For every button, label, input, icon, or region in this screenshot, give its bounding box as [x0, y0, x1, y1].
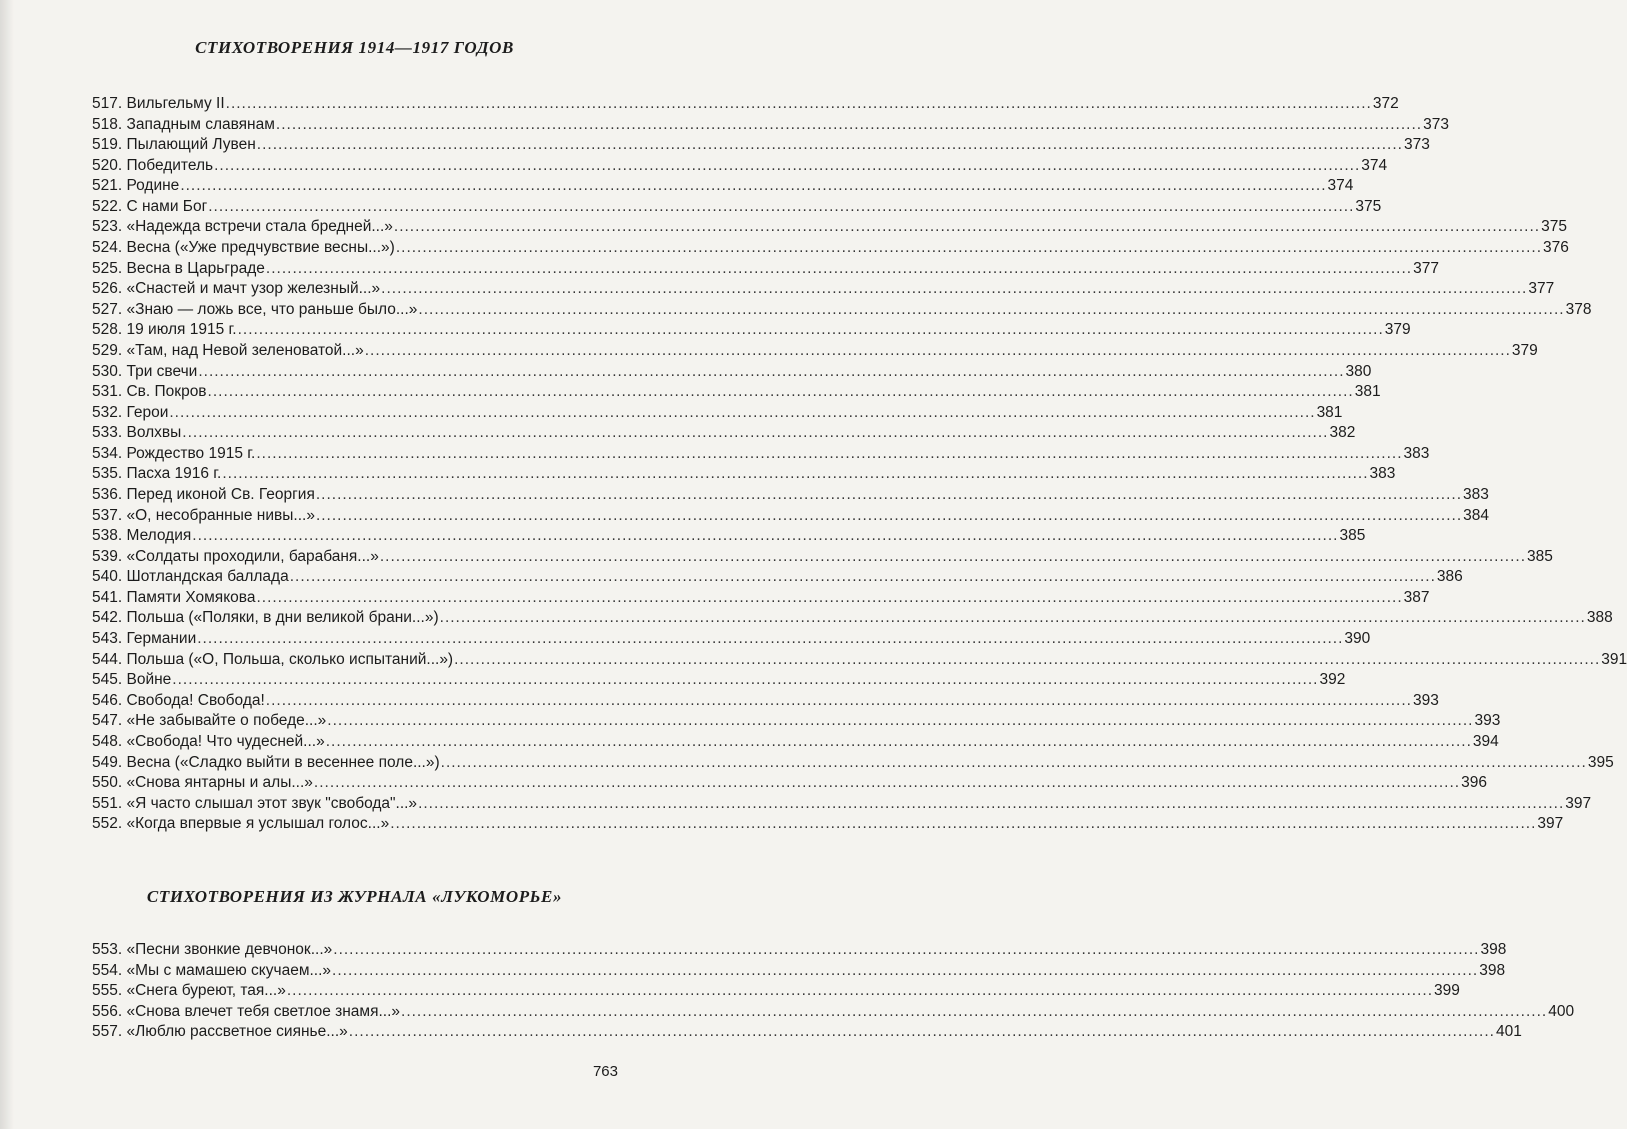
- entry-title: Родине: [126, 177, 180, 195]
- entry-page-number: 393: [1474, 712, 1501, 730]
- entry-page-number: 395: [1587, 753, 1614, 771]
- toc-entry: [92, 547, 1553, 568]
- toc-entry: [92, 1002, 1575, 1023]
- entry-number: 530.: [92, 362, 123, 380]
- entry-number: 523.: [92, 218, 123, 236]
- dot-leader: [169, 403, 1315, 424]
- toc-entry: [92, 135, 1430, 156]
- dot-leader: [418, 300, 1564, 321]
- entry-title: «Снова янтарны и алы...»: [126, 774, 313, 792]
- entry-page-number: 394: [1472, 732, 1499, 750]
- entry-title: Весна в Царьграде: [126, 259, 265, 277]
- entry-title: «Когда впервые я услышал голос...»: [126, 815, 390, 833]
- entry-number: 522.: [92, 197, 123, 215]
- dot-leader: [396, 238, 1542, 259]
- toc-entry: [92, 794, 1592, 815]
- entry-page-number: 377: [1413, 259, 1439, 277]
- toc-entry: [92, 608, 1613, 629]
- entry-number: 551.: [92, 794, 123, 812]
- dot-leader: [266, 259, 1412, 280]
- entry-title: Рождество 1915 г.: [126, 444, 256, 462]
- entry-page-number: 379: [1511, 341, 1538, 359]
- entry-number: 528.: [92, 321, 123, 339]
- entry-page-number: 386: [1436, 568, 1463, 586]
- entry-number: 550.: [92, 774, 123, 792]
- entry-title: «Там, над Невой зеленоватой...»: [126, 341, 364, 359]
- dot-leader: [333, 940, 1479, 961]
- entry-number: 532.: [92, 403, 123, 421]
- dot-leader: [238, 320, 1384, 341]
- entry-number: 535.: [92, 465, 123, 483]
- dot-leader: [418, 794, 1564, 815]
- entry-number: 543.: [92, 630, 123, 648]
- toc-entry: [92, 629, 1371, 650]
- entry-page-number: 373: [1423, 115, 1449, 133]
- entry-title: Весна («Сладко выйти в весеннее поле...»): [126, 753, 440, 771]
- entry-number: 529.: [92, 341, 123, 359]
- entry-number: 524.: [92, 239, 123, 257]
- entry-title: «Снега буреют, тая...»: [126, 982, 286, 1000]
- toc-entry: [92, 814, 1564, 835]
- entry-number: 539.: [92, 547, 123, 565]
- entry-title: «Снастей и мачт узор железный...»: [126, 280, 381, 298]
- entry-page-number: 378: [1565, 300, 1592, 318]
- entry-title: Пасха 1916 г.: [126, 465, 222, 483]
- toc-entry: [92, 403, 1343, 424]
- dot-leader: [454, 650, 1600, 671]
- dot-leader: [208, 382, 1354, 403]
- dot-leader: [222, 464, 1368, 485]
- entry-page-number: 376: [1543, 239, 1569, 257]
- dot-leader: [172, 670, 1318, 691]
- dot-leader: [192, 526, 1338, 547]
- entry-title: Западным славянам: [126, 115, 275, 133]
- dot-leader: [327, 711, 1473, 732]
- dot-leader: [394, 217, 1540, 238]
- entry-page-number: 399: [1434, 982, 1460, 1000]
- dot-leader: [349, 1022, 1495, 1043]
- entry-number: 517.: [92, 95, 123, 112]
- toc-entry: [92, 176, 1354, 197]
- toc-entry: [92, 961, 1506, 982]
- entry-number: 541.: [92, 588, 123, 606]
- dot-leader: [316, 485, 1462, 506]
- entry-title: Шотландская баллада: [126, 568, 289, 586]
- dot-leader: [257, 135, 1403, 156]
- dot-leader: [365, 341, 1511, 362]
- toc-entry: [92, 423, 1356, 444]
- dot-leader: [180, 176, 1326, 197]
- toc-list-1914-1917: [92, 94, 1627, 835]
- entry-number: 545.: [92, 671, 123, 689]
- entry-number: 518.: [92, 115, 123, 133]
- dot-leader: [316, 506, 1462, 527]
- entry-title: «Я часто слышал этот звук "свобода"...»: [126, 794, 418, 812]
- toc-entry: [92, 197, 1382, 218]
- toc-entry: [92, 444, 1430, 465]
- entry-number: 534.: [92, 444, 123, 462]
- entry-number: 553.: [92, 941, 123, 958]
- entry-page-number: 383: [1369, 465, 1396, 483]
- entry-title: «Песни звонкие девчонок...»: [126, 941, 333, 958]
- dot-leader: [256, 588, 1402, 609]
- page-edge-shadow: [0, 0, 14, 1129]
- entry-number: 519.: [92, 136, 123, 154]
- entry-number: 556.: [92, 1002, 123, 1020]
- entry-title: Вильгельму II: [126, 95, 225, 112]
- toc-entry: [92, 382, 1381, 403]
- toc-entry: [92, 650, 1627, 671]
- toc-entry: [92, 300, 1592, 321]
- entry-title: «Свобода! Что чудесней...»: [126, 732, 325, 750]
- dot-leader: [380, 547, 1526, 568]
- toc-entry: [92, 238, 1569, 259]
- entry-number: 548.: [92, 732, 123, 750]
- dot-leader: [326, 732, 1472, 753]
- toc-list-lukomorye: [92, 940, 1575, 1043]
- entry-number: 544.: [92, 650, 123, 668]
- entry-title: Победитель: [126, 156, 214, 174]
- entry-number: 537.: [92, 506, 123, 524]
- entry-title: Перед иконой Св. Георгия: [126, 485, 315, 503]
- toc-entry: [92, 464, 1396, 485]
- entry-title: Свобода! Свобода!: [126, 691, 265, 709]
- dot-leader: [214, 156, 1360, 177]
- dot-leader: [441, 753, 1587, 774]
- toc-entry: [92, 588, 1430, 609]
- dot-leader: [381, 279, 1527, 300]
- entry-number: 533.: [92, 424, 123, 442]
- entry-number: 546.: [92, 691, 123, 709]
- dot-leader: [276, 115, 1422, 136]
- section-title-lukomorye: СТИХОТВОРЕНИЯ ИЗ ЖУРНАЛА «ЛУКОМОРЬЕ»: [146, 887, 563, 906]
- dot-leader: [440, 608, 1586, 629]
- entry-page-number: 381: [1354, 383, 1381, 401]
- entry-title: «Мы с мамашею скучаем...»: [126, 961, 332, 979]
- entry-title: «Снова влечет тебя светлое знамя...»: [126, 1002, 401, 1020]
- entry-title: Св. Покров: [126, 383, 207, 401]
- toc-entry: [92, 753, 1614, 774]
- entry-title: «Люблю рассветное сиянье...»: [126, 1023, 348, 1041]
- entry-title: Польша («Поляки, в дни великой брани...»): [126, 609, 439, 627]
- entry-number: 520.: [92, 156, 123, 174]
- entry-page-number: 382: [1329, 424, 1356, 442]
- toc-entry: [92, 320, 1411, 341]
- entry-page-number: 392: [1319, 671, 1346, 689]
- entry-number: 525.: [92, 259, 123, 277]
- entry-page-number: 384: [1463, 506, 1489, 524]
- entry-number: 552.: [92, 815, 123, 833]
- entry-page-number: 396: [1461, 774, 1487, 792]
- toc-entry: [92, 526, 1366, 547]
- entry-title: Польша («О, Польша, сколько испытаний...»): [126, 650, 454, 668]
- entry-number: 538.: [92, 527, 123, 545]
- entry-title: Весна («Уже предчувствие весны...»): [126, 239, 395, 257]
- dot-leader: [208, 197, 1354, 218]
- entry-title: «Солдаты проходили, барабаня...»: [126, 547, 379, 565]
- entry-page-number: 391: [1601, 650, 1627, 668]
- dot-leader: [198, 362, 1344, 383]
- toc-entry: [92, 981, 1460, 1002]
- entry-page-number: 373: [1403, 136, 1430, 154]
- dot-leader: [182, 423, 1328, 444]
- entry-page-number: 381: [1316, 403, 1343, 421]
- entry-number: 521.: [92, 177, 123, 195]
- entry-title: 19 июля 1915 г.: [126, 321, 237, 339]
- entry-page-number: 375: [1355, 197, 1382, 215]
- entry-title: Герои: [126, 403, 169, 421]
- entry-page-number: 385: [1527, 547, 1553, 565]
- toc-entry: [92, 279, 1555, 300]
- entry-number: 542.: [92, 609, 123, 627]
- toc-entry: [92, 115, 1449, 136]
- entry-title: Войне: [126, 671, 172, 689]
- toc-entry: [92, 341, 1538, 362]
- dot-leader: [314, 773, 1460, 794]
- toc-entry: [92, 259, 1439, 280]
- toc-entry: [92, 711, 1501, 732]
- dot-leader: [226, 94, 1372, 115]
- entry-page-number: 379: [1384, 321, 1411, 339]
- entry-number: 547.: [92, 712, 123, 730]
- entry-number: 549.: [92, 753, 123, 771]
- entry-title: «Не забывайте о победе...»: [126, 712, 327, 730]
- entry-title: Мелодия: [126, 527, 192, 545]
- dot-leader: [287, 981, 1433, 1002]
- entry-page-number: 380: [1345, 362, 1372, 380]
- dot-leader: [266, 691, 1412, 712]
- toc-entry: [92, 217, 1567, 238]
- entry-number: 536.: [92, 485, 123, 503]
- toc-entry: [92, 156, 1388, 177]
- toc-entry: [92, 940, 1507, 961]
- entry-page-number: 383: [1403, 444, 1430, 462]
- entry-page-number: 400: [1548, 1002, 1575, 1020]
- toc-entry: [92, 773, 1487, 794]
- entry-page-number: 398: [1479, 961, 1506, 979]
- entry-number: 526.: [92, 280, 123, 298]
- entry-number: 527.: [92, 300, 123, 318]
- toc-entry: [92, 485, 1489, 506]
- entry-title: Германии: [126, 630, 197, 648]
- page-number: 763: [592, 1063, 618, 1080]
- dot-leader: [290, 567, 1436, 588]
- entry-number: 555.: [92, 982, 123, 1000]
- entry-number: 540.: [92, 568, 123, 586]
- entry-page-number: 401: [1495, 1023, 1522, 1041]
- dot-leader: [390, 814, 1536, 835]
- entry-page-number: 390: [1344, 630, 1371, 648]
- entry-title: Волхвы: [126, 424, 182, 442]
- dot-leader: [332, 961, 1478, 982]
- toc-entry: [92, 732, 1499, 753]
- entry-page-number: 372: [1372, 95, 1399, 112]
- entry-page-number: 383: [1463, 485, 1489, 503]
- entry-title: Пылающий Лувен: [126, 136, 256, 154]
- toc-entry: [92, 1022, 1522, 1043]
- entry-title: «Надежда встречи стала бредней...»: [126, 218, 393, 236]
- toc-entry: [92, 691, 1439, 712]
- entry-page-number: 398: [1480, 941, 1507, 958]
- toc-entry: [92, 567, 1463, 588]
- entry-page-number: 387: [1403, 588, 1430, 606]
- entry-title: «Знаю — ложь все, что раньше было...»: [126, 300, 418, 318]
- entry-page-number: 375: [1541, 218, 1567, 236]
- entry-number: 557.: [92, 1023, 123, 1041]
- entry-title: С нами Бог: [126, 197, 208, 215]
- dot-leader: [256, 444, 1402, 465]
- entry-page-number: 393: [1412, 691, 1439, 709]
- entry-number: 531.: [92, 383, 123, 401]
- toc-entry: [92, 506, 1489, 527]
- entry-page-number: 397: [1565, 794, 1592, 812]
- entry-title: Памяти Хомякова: [126, 588, 256, 606]
- entry-title: Три свечи: [126, 362, 198, 380]
- toc-entry: [92, 362, 1372, 383]
- entry-page-number: 385: [1339, 527, 1366, 545]
- toc-entry: [92, 670, 1346, 691]
- section-title-1914-1917: СТИХОТВОРЕНИЯ 1914—1917 ГОДОВ: [195, 38, 514, 57]
- entry-page-number: 397: [1537, 815, 1564, 833]
- entry-number: 554.: [92, 961, 123, 979]
- entry-page-number: 388: [1586, 609, 1613, 627]
- entry-title: «О, несобранные нивы...»: [126, 506, 315, 524]
- entry-page-number: 377: [1528, 280, 1555, 298]
- entry-page-number: 374: [1361, 156, 1388, 174]
- dot-leader: [197, 629, 1343, 650]
- entry-page-number: 374: [1327, 177, 1354, 195]
- toc-entry: [92, 94, 1399, 115]
- dot-leader: [401, 1002, 1547, 1023]
